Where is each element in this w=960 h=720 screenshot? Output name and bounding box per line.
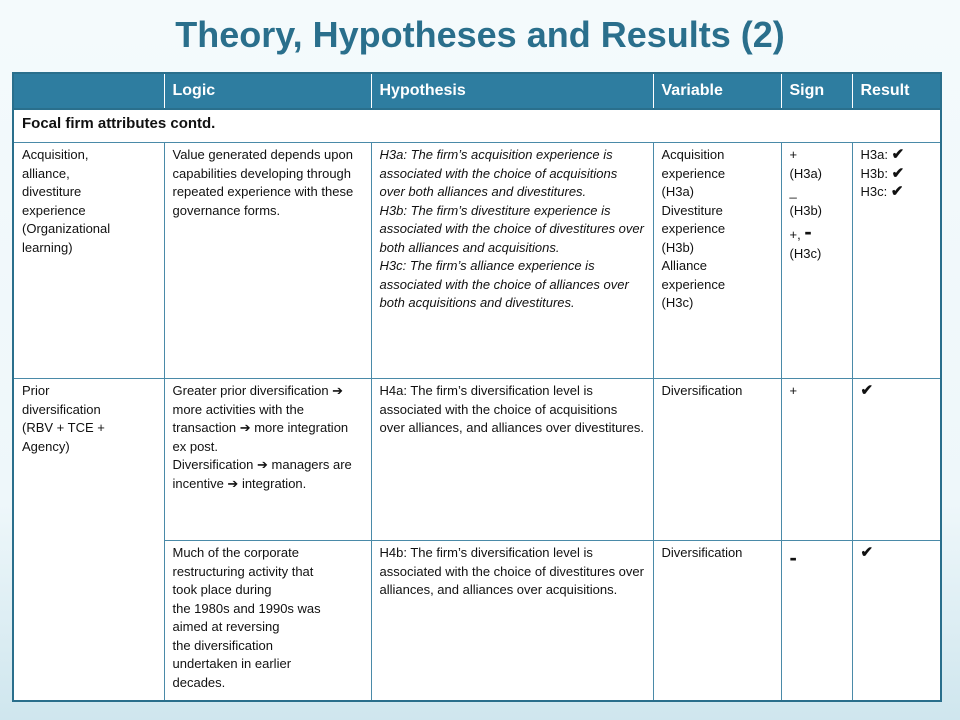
logic-line: Much of the corporate bbox=[172, 545, 299, 560]
section-label: Focal firm attributes contd. bbox=[13, 109, 941, 143]
category-line: (RBV + TCE + bbox=[22, 420, 105, 435]
hypothesis-cell bbox=[371, 143, 653, 379]
variable-cell: Diversification bbox=[653, 379, 781, 541]
variable-cell: Diversification bbox=[653, 541, 781, 701]
variable-line: (H3c) bbox=[661, 295, 694, 310]
result-line bbox=[861, 146, 933, 165]
header-variable: Variable bbox=[653, 73, 781, 109]
hypothesis-cell: H4b: The firm’s diversification level is associated with the choice of divestitures over alliances, and alliances over acquisitions. bbox=[371, 541, 653, 701]
logic-cell bbox=[164, 541, 371, 701]
sign-plus-comma: +, bbox=[789, 227, 801, 242]
arrow-icon: ➔ bbox=[332, 383, 344, 398]
check-icon: ✔ bbox=[852, 379, 941, 541]
category-cell bbox=[13, 379, 164, 701]
section-row bbox=[13, 109, 941, 143]
logic-text: more activities with the transaction bbox=[172, 401, 304, 435]
arrow-icon: ➔ bbox=[239, 420, 251, 435]
hypothesis-h3b: H3b: The firm’s divestiture experience is associated with the choice of divestitures over both alliances and acquisitions. bbox=[379, 202, 644, 255]
category-line: Agency) bbox=[22, 438, 70, 454]
logic-line: the diversification bbox=[172, 637, 273, 653]
result-label-h3a: H3a: bbox=[860, 147, 888, 162]
category-line: Acquisition, bbox=[22, 147, 89, 162]
logic-line: the 1980s and 1990s was bbox=[172, 600, 321, 616]
variable-line: Acquisition bbox=[661, 147, 725, 162]
category-line: Prior bbox=[22, 383, 50, 398]
slide-title: Theory, Hypotheses and Results (2) bbox=[175, 14, 785, 55]
check-icon: ✔ bbox=[891, 164, 905, 182]
check-icon: ✔ bbox=[890, 183, 904, 200]
sign-cell: - bbox=[781, 541, 852, 701]
sign-minus: - bbox=[804, 219, 812, 244]
header-row bbox=[13, 73, 941, 109]
logic-text: managers are incentive bbox=[172, 457, 352, 491]
logic-text: more integration ex post. bbox=[172, 420, 349, 454]
result-label-h3c: H3c: bbox=[860, 184, 888, 199]
logic-text: integration. bbox=[238, 475, 307, 491]
header-blank bbox=[13, 73, 164, 109]
hypotheses-table bbox=[12, 72, 942, 702]
hypothesis-h3c: H3c: The firm’s alliance experience is associated with the choice of alliances over both acquisitions and divestitures. bbox=[379, 258, 629, 310]
arrow-icon: ➔ bbox=[257, 457, 268, 472]
sign-line: (H3b) bbox=[789, 202, 823, 218]
hypothesis-h3a: H3a: The firm’s acquisition experience is associated with the choice of acquisitions over both alliances and divestitures. bbox=[379, 147, 618, 199]
logic-text: Greater prior diversification bbox=[172, 383, 333, 398]
sign-line bbox=[789, 219, 844, 245]
header-hypothesis: Hypothesis bbox=[371, 73, 653, 109]
sign-line: (H3a) bbox=[789, 165, 823, 181]
header-sign: Sign bbox=[781, 73, 852, 109]
result-label-h3b: H3b: bbox=[860, 165, 888, 181]
variable-line: Alliance bbox=[661, 258, 708, 273]
logic-line: took place during bbox=[172, 582, 272, 597]
category-line: divestiture bbox=[22, 184, 82, 199]
check-icon: ✔ bbox=[852, 541, 941, 701]
check-icon: ✔ bbox=[891, 146, 905, 163]
sign-cell: + bbox=[781, 379, 852, 541]
variable-line: (H3a) bbox=[661, 184, 695, 199]
logic-line: undertaken in earlier bbox=[172, 656, 292, 671]
logic-line: aimed at reversing bbox=[172, 619, 280, 634]
category-line: (Organizational bbox=[22, 221, 111, 236]
table-row bbox=[13, 143, 941, 379]
variable-line: (H3b) bbox=[661, 239, 695, 255]
header-result: Result bbox=[852, 73, 941, 109]
result-line bbox=[861, 165, 933, 184]
logic-cell bbox=[164, 379, 371, 541]
table-row bbox=[13, 379, 941, 541]
category-cell bbox=[13, 143, 164, 379]
category-line: diversification bbox=[22, 401, 101, 417]
sign-cell bbox=[781, 143, 852, 379]
hypothesis-cell: H4a: The firm’s diversification level is associated with the choice of acquisitions over alliances, and alliances over divestitures. bbox=[371, 379, 653, 541]
category-line: learning) bbox=[22, 239, 73, 255]
header-logic: Logic bbox=[164, 73, 371, 109]
arrow-icon: ➔ bbox=[227, 475, 239, 491]
logic-cell: Value generated depends upon capabilities developing through repeated experience with these governance forms. bbox=[164, 143, 371, 379]
variable-line: Divestiture bbox=[661, 202, 723, 218]
result-cell bbox=[852, 143, 941, 379]
logic-line: restructuring activity that bbox=[172, 563, 314, 579]
sign-line: (H3c) bbox=[789, 245, 822, 261]
result-line bbox=[861, 183, 933, 202]
category-line: alliance, bbox=[22, 165, 70, 181]
variable-line: experience bbox=[661, 276, 726, 292]
sign-line: + bbox=[789, 147, 798, 162]
logic-line: decades. bbox=[172, 674, 226, 690]
variable-line: experience bbox=[661, 221, 726, 236]
variable-cell bbox=[653, 143, 781, 379]
sign-line: _ bbox=[789, 184, 797, 199]
category-line: experience bbox=[22, 202, 86, 218]
variable-line: experience bbox=[661, 165, 726, 181]
logic-text: Diversification bbox=[172, 457, 258, 472]
